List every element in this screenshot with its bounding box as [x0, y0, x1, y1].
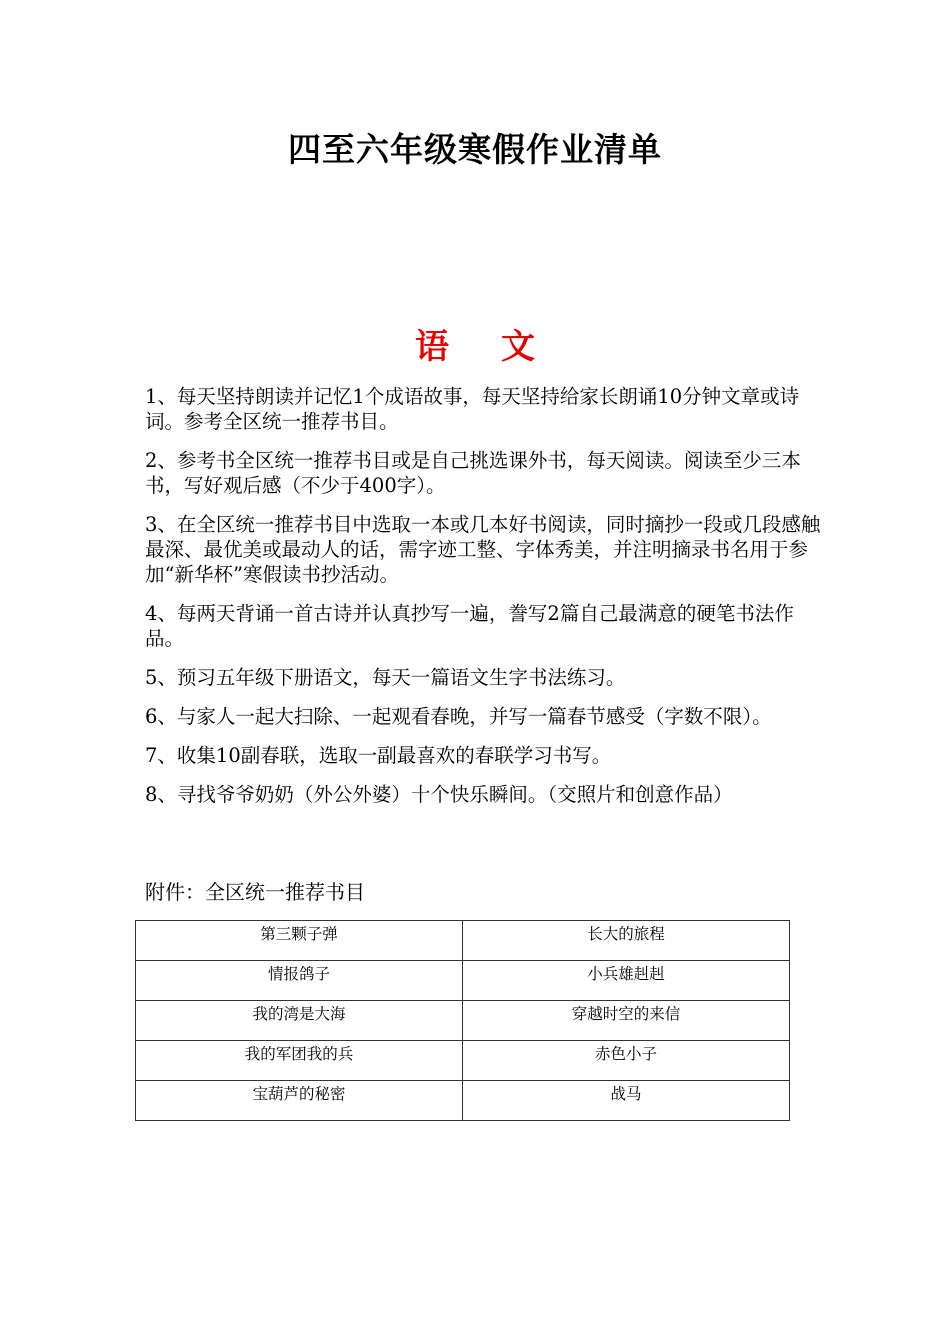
- assignment-item: 8、寻找爷爷奶奶（外公外婆）十个快乐瞬间。（交照片和创意作品）: [145, 783, 733, 806]
- table-row: [136, 961, 790, 1001]
- table-cell: 宝葫芦的秘密: [136, 1081, 463, 1121]
- assignment-item: 7、收集10副春联，选取一副最喜欢的春联学习书写。: [145, 744, 612, 767]
- book-list-table: [135, 920, 790, 1121]
- table-cell: 情报鸽子: [136, 961, 463, 1001]
- subject-char-2: 文: [501, 327, 535, 367]
- table-row: [136, 921, 790, 961]
- subject-heading: [0, 322, 950, 372]
- assignment-item: 5、预习五年级下册语文，每天一篇语文生字书法练习。: [145, 666, 626, 689]
- assignment-item: 1、每天坚持朗读并记忆1个成语故事，每天坚持给家长朗诵10分钟文章或诗词。参考全区统一推荐书目。: [145, 385, 800, 433]
- assignment-item: 6、与家人一起大扫除、一起观看春晚，并写一篇春节感受（字数不限）。: [145, 705, 772, 728]
- assignment-item: 2、参考书全区统一推荐书目或是自己挑选课外书，每天阅读。阅读至少三本书，写好观后感（不少于400字）。: [145, 449, 801, 497]
- table-row: [136, 1041, 790, 1081]
- assignment-list: [145, 384, 825, 821]
- table-row: [136, 1081, 790, 1121]
- table-cell: 穿越时空的来信: [463, 1001, 790, 1041]
- page-title: 四至六年级寒假作业清单: [288, 130, 662, 169]
- subject-char-1: 语: [415, 327, 449, 367]
- assignment-item: 3、在全区统一推荐书目中选取一本或几本好书阅读，同时摘抄一段或几段感触最深、最优美或最动人的话，需字迹工整、字体秀美，并注明摘录书名用于参加“新华杯”寒假读书抄活动。: [145, 513, 821, 586]
- table-cell: 赤色小子: [463, 1041, 790, 1081]
- assignment-item: 4、每两天背诵一首古诗并认真抄写一遍，誊写2篇自己最满意的硬笔书法作品。: [145, 602, 794, 650]
- table-cell: 我的湾是大海: [136, 1001, 463, 1041]
- table-cell: 战马: [463, 1081, 790, 1121]
- table-cell: 小兵雄赳赳: [463, 961, 790, 1001]
- table-cell: 我的军团我的兵: [136, 1041, 463, 1081]
- table-cell: 长大的旅程: [463, 921, 790, 961]
- table-cell: 第三颗子弹: [136, 921, 463, 961]
- table-row: [136, 1001, 790, 1041]
- attachment-label: 附件：全区统一推荐书目: [145, 880, 365, 904]
